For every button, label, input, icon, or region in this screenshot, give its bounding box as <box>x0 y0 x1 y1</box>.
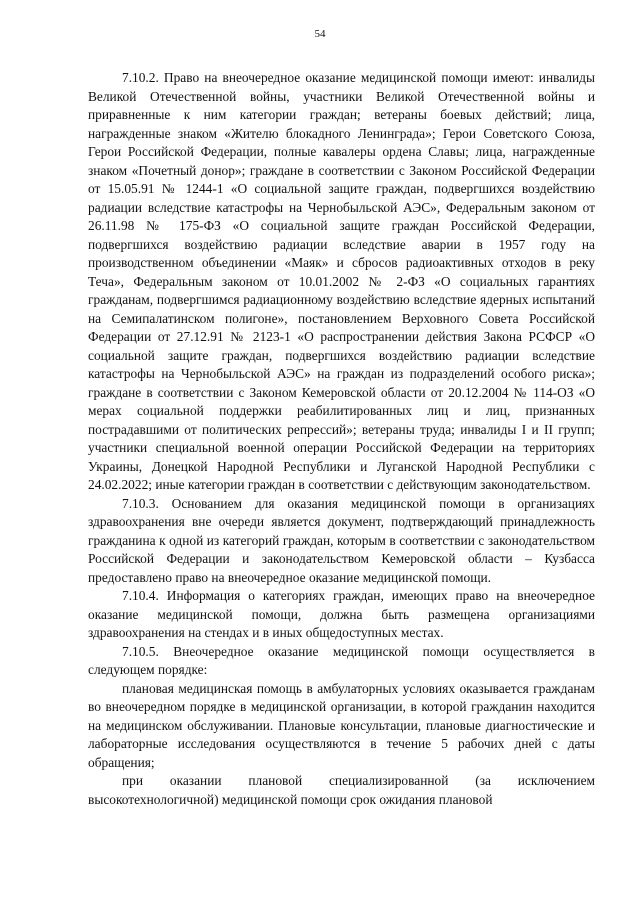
paragraph-7-10-2: 7.10.2. Право на внеочередное оказание медицинской помощи имеют: инвалиды Великой Отечественной войны, участники Великой Отечественной войны и приравненные к ним категории граждан; ветераны боевых действий; лица, награжденные знаком «Жителю блокадного Ленинграда»; Герои Советского Союза, Герои Российской Федерации, полные кавалеры ордена Славы; лица, награжденные знаком «Почетный донор»; граждане в соответствии с Законом Российской Федерации от 15.05.91 № 1244-1 «О социальной защите граждан, подвергшихся воздействию радиации вследствие катастрофы на Чернобыльской АЭС», Федеральным законом от 26.11.98 № 175-ФЗ «О социальной защите граждан Российской Федерации, подвергшихся воздействию радиации вследствие аварии в 1957 году на производственном объединении «Маяк» и сбросов радиоактивных отходов в реку Теча», Федеральным законом от 10.01.2002 № 2-ФЗ «О социальных гарантиях гражданам, подвергшимся радиационному воздействию вследствие ядерных испытаний на Семипалатинском полигоне», постановлением Верховного Совета Российской Федерации от 27.12.91 № 2123-1 «О распространении действия Закона РСФСР «О социальной защите граждан, подвергшихся воздействию радиации вследствие катастрофы на Чернобыльской АЭС» на граждан из подразделений особого риска»; граждане в соответствии с Законом Кемеровской области от 20.12.2004 № 114-ОЗ «О мерах социальной поддержки реабилитированных лиц и лиц, признанных пострадавшими от политических репрессий»; ветераны труда; инвалиды I и II групп; участники специальной военной операции Российской Федерации на территориях Украины, Донецкой Народной Республики и Луганской Народной Республики с 24.02.2022; иные категории граждан в соответствии с действующим законодательством. <box>88 70 595 492</box>
paragraph-outpatient-care: плановая медицинская помощь в амбулаторных условиях оказывается гражданам во внеочередном порядке в медицинской организации, в которой гражданин находится на медицинском обслуживании. Плановые консультации, плановые диагностические и лабораторные исследования осуществляются в течение 5 рабочих дней с даты обращения; <box>88 680 595 770</box>
document-body <box>88 69 595 809</box>
paragraph-7-10-3: 7.10.3. Основанием для оказания медицинской помощи в организациях здравоохранения вне очереди является документ, подтверждающий принадлежность гражданина к одной из категорий граждан, которым в соответствии с законодательством Российской Федерации и законодательством Кемеровской области – Кузбасса предоставлено право на внеочередное оказание медицинской помощи. <box>88 495 595 585</box>
paragraph-7-10-5: 7.10.5. Внеочередное оказание медицинской помощи осуществляется в следующем порядке: <box>88 643 595 677</box>
paragraph-7-10-4: 7.10.4. Информация о категориях граждан, имеющих право на внеочередное оказание медицинской помощи, должна быть размещена организациями здравоохранения на стендах и в иных общедоступных местах. <box>88 588 595 640</box>
paragraph-specialized-care: при оказании плановой специализированной (за исключением высокотехнологичной) медицинской помощи срок ожидания плановой <box>88 773 595 807</box>
page-number: 54 <box>314 28 326 40</box>
